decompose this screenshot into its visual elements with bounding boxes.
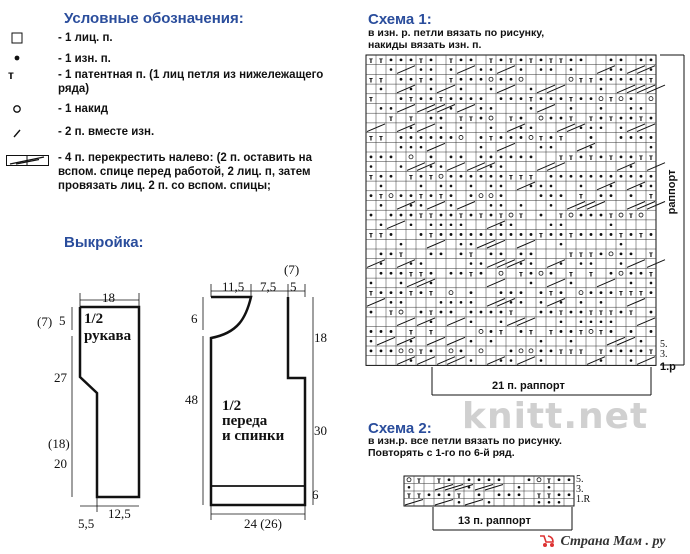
purl-stitch bbox=[468, 478, 471, 481]
patent-stitch: т bbox=[417, 475, 421, 485]
patent-stitch: т bbox=[539, 133, 543, 143]
patent-stitch: т bbox=[429, 172, 433, 182]
patent-stitch: т bbox=[369, 94, 373, 104]
patent-stitch: т bbox=[429, 288, 433, 298]
row-label: 5. bbox=[576, 474, 584, 485]
patent-stitch: т bbox=[549, 288, 553, 298]
patent-stitch: т bbox=[559, 308, 563, 318]
patent-stitch: т bbox=[369, 288, 373, 298]
patent-stitch: т bbox=[437, 475, 441, 485]
patent-stitch: т bbox=[629, 288, 633, 298]
patent-stitch: т bbox=[639, 230, 643, 240]
scheme1-title: Схема 1: bbox=[368, 11, 432, 28]
patent-stitch: т bbox=[609, 308, 613, 318]
patent-stitch: т bbox=[547, 475, 551, 485]
patent-stitch: т bbox=[419, 75, 423, 85]
sleeve-top-dim: 18 bbox=[102, 290, 115, 305]
body-bottom-right: 6 bbox=[312, 487, 319, 502]
sleeve-lower-a: (18) bbox=[48, 436, 70, 451]
patent-stitch: т bbox=[579, 191, 583, 201]
patent-stitch: т bbox=[569, 94, 573, 104]
scheme1-note-2: накиды вязать изн. п. bbox=[368, 39, 482, 51]
patent-stitch: т bbox=[559, 133, 563, 143]
purl-stitch bbox=[448, 493, 451, 496]
yarn-over bbox=[407, 478, 411, 482]
purl-stitch bbox=[538, 501, 541, 504]
purl-stitch bbox=[518, 493, 521, 496]
scheme2-row-labels bbox=[576, 475, 590, 505]
patent-stitch: т bbox=[407, 490, 411, 500]
body-right-upper: 18 bbox=[314, 330, 327, 345]
stroller-icon bbox=[538, 534, 556, 548]
body-top-a: 11,5 bbox=[222, 279, 245, 294]
patent-stitch: т bbox=[599, 327, 603, 337]
patent-stitch: т bbox=[629, 308, 633, 318]
row-label: 1.R bbox=[576, 494, 591, 505]
patent-stitch: т bbox=[409, 327, 413, 337]
patent-stitch: т bbox=[489, 55, 493, 65]
patent-stitch: т bbox=[569, 230, 573, 240]
legend-text: - 1 лиц. п. bbox=[58, 32, 113, 44]
patent-stitch: т bbox=[459, 114, 463, 124]
patent-stitch: т bbox=[579, 327, 583, 337]
patent-stitch: т bbox=[469, 114, 473, 124]
purl-stitch bbox=[478, 478, 481, 481]
patent-stitch: т bbox=[609, 114, 613, 124]
body-bottom-dim: 24 (26) bbox=[244, 516, 282, 531]
purl-stitch bbox=[498, 493, 501, 496]
patent-stitch: т bbox=[539, 230, 543, 240]
patent-stitch: т bbox=[579, 249, 583, 259]
patent-stitch: т bbox=[649, 152, 653, 162]
patent-stitch: т bbox=[559, 211, 563, 221]
sleeve-lower-b: 20 bbox=[54, 456, 67, 471]
patent-stitch: т bbox=[499, 327, 503, 337]
patent-stitch: т bbox=[469, 269, 473, 279]
patent-stitch: т bbox=[369, 75, 373, 85]
body-neck-dim: 6 bbox=[191, 311, 198, 326]
patent-stitch: т bbox=[419, 191, 423, 201]
site-logo bbox=[538, 532, 666, 550]
patent-stitch: т bbox=[409, 269, 413, 279]
patent-stitch: т bbox=[569, 249, 573, 259]
purl-stitch bbox=[428, 493, 431, 496]
patent-stitch: т bbox=[529, 327, 533, 337]
patent-stitch: т bbox=[379, 133, 383, 143]
purl-stitch bbox=[528, 478, 531, 481]
patent-stitch: т bbox=[519, 172, 523, 182]
patent-stitch: т bbox=[619, 288, 623, 298]
site-logo-text: Страна Мам . ру bbox=[560, 534, 666, 549]
patent-stitch: т bbox=[449, 75, 453, 85]
patent-stitch: т bbox=[509, 114, 513, 124]
patent-stitch: т bbox=[609, 94, 613, 104]
patent-stitch: т bbox=[569, 152, 573, 162]
purl-stitch bbox=[558, 478, 561, 481]
patent-stitch: т bbox=[449, 55, 453, 65]
patent-stitch: т bbox=[417, 490, 421, 500]
patent-stitch: т bbox=[649, 269, 653, 279]
patent-stitch: т bbox=[589, 75, 593, 85]
patent-stitch: т bbox=[589, 249, 593, 259]
patent-stitch: т bbox=[409, 94, 413, 104]
patent-stitch: т bbox=[519, 211, 523, 221]
purl-stitch bbox=[548, 501, 551, 504]
patent-stitch: т bbox=[369, 172, 373, 182]
patent-stitch: т bbox=[547, 490, 551, 500]
body-label-2: переда bbox=[222, 413, 268, 429]
patent-stitch: т bbox=[399, 249, 403, 259]
purl-stitch bbox=[548, 486, 551, 489]
row-label: 5. bbox=[660, 339, 668, 350]
legend-text: - 4 п. перекрестить налево: (2 п. оставить на вспом. спице перед работой, 2 лиц. п, затем провязать лиц. 2 п. со вспом. спицы; bbox=[58, 152, 313, 192]
patent-stitch: т bbox=[569, 346, 573, 356]
body-label-3: и спинки bbox=[222, 428, 285, 444]
sleeve-bottom-left-dim: 5,5 bbox=[78, 516, 95, 531]
scheme2-title: Схема 2: bbox=[368, 420, 432, 437]
patent-stitch: т bbox=[499, 211, 503, 221]
purl-stitch bbox=[568, 493, 571, 496]
patent-stitch: т bbox=[649, 191, 653, 201]
sleeve-top-left-b: 5 bbox=[59, 313, 66, 328]
patent-stitch: т bbox=[619, 230, 623, 240]
purl-stitch bbox=[468, 486, 471, 489]
sleeve-top-left-dim: (7) bbox=[37, 314, 53, 329]
patent-stitch: т bbox=[599, 346, 603, 356]
patent-stitch: т bbox=[519, 269, 523, 279]
body-right-lower: 30 bbox=[314, 423, 327, 438]
patent-stitch: т bbox=[609, 211, 613, 221]
t-icon: т bbox=[8, 68, 14, 82]
patent-stitch: т bbox=[549, 327, 553, 337]
legend-text: - 2 п. вместе изн. bbox=[58, 126, 155, 138]
patent-stitch: т bbox=[569, 114, 573, 124]
purl-stitch bbox=[488, 501, 491, 504]
patent-stitch: т bbox=[419, 269, 423, 279]
patent-stitch: т bbox=[469, 249, 473, 259]
patent-stitch: т bbox=[429, 211, 433, 221]
patent-stitch: т bbox=[639, 152, 643, 162]
pattern-title: Выкройка: bbox=[64, 234, 144, 251]
patent-stitch: т bbox=[549, 55, 553, 65]
legend-text: - 1 патентная п. (1 лиц петля из нижележащего ряда) bbox=[58, 69, 324, 95]
row-label: 3. bbox=[660, 349, 668, 360]
purl-stitch bbox=[478, 493, 481, 496]
scheme1-repeat-h: 21 п. раппорт bbox=[492, 380, 565, 392]
patent-stitch: т bbox=[609, 152, 613, 162]
legend-text: - 1 накид bbox=[58, 103, 109, 115]
patent-stitch: т bbox=[629, 211, 633, 221]
patent-stitch: т bbox=[379, 230, 383, 240]
purl-stitch bbox=[438, 493, 441, 496]
patent-stitch: т bbox=[459, 211, 463, 221]
row-label: 3. bbox=[576, 484, 584, 495]
patent-stitch: т bbox=[509, 172, 513, 182]
purl-stitch bbox=[458, 501, 461, 504]
patent-stitch: т bbox=[599, 308, 603, 318]
body-top-c: 5 bbox=[290, 279, 297, 294]
purl-stitch bbox=[518, 486, 521, 489]
patent-stitch: т bbox=[537, 490, 541, 500]
patent-stitch: т bbox=[489, 133, 493, 143]
patent-stitch: т bbox=[369, 55, 373, 65]
patent-stitch: т bbox=[559, 55, 563, 65]
body-top-paren: (7) bbox=[284, 262, 300, 277]
patent-stitch: т bbox=[559, 346, 563, 356]
body-label-1: 1/2 bbox=[222, 398, 242, 414]
patent-stitch: т bbox=[479, 211, 483, 221]
scheme2-repeat-h: 13 п. раппорт bbox=[458, 515, 531, 527]
patent-stitch: т bbox=[429, 230, 433, 240]
patent-stitch: т bbox=[639, 288, 643, 298]
patent-stitch: т bbox=[439, 191, 443, 201]
patent-stitch: т bbox=[559, 152, 563, 162]
patent-stitch: т bbox=[639, 114, 643, 124]
patent-stitch: т bbox=[589, 308, 593, 318]
scheme2-note-2: Повторять с 1-го по 6-й ряд. bbox=[368, 447, 515, 459]
patent-stitch: т bbox=[649, 346, 653, 356]
purl-stitch bbox=[558, 493, 561, 496]
patent-stitch: т bbox=[457, 490, 461, 500]
patent-stitch: т bbox=[579, 75, 583, 85]
patent-stitch: т bbox=[579, 346, 583, 356]
patent-stitch: т bbox=[379, 55, 383, 65]
patent-stitch: т bbox=[589, 152, 593, 162]
patent-stitch: т bbox=[529, 172, 533, 182]
purl-stitch bbox=[408, 486, 411, 489]
patent-stitch: т bbox=[509, 55, 513, 65]
scheme2-note-1: в изн.р. все петли вязать по рисунку. bbox=[368, 435, 562, 447]
patent-stitch: т bbox=[529, 55, 533, 65]
patent-stitch: т bbox=[419, 346, 423, 356]
patent-stitch: т bbox=[439, 94, 443, 104]
legend-title: Условные обозначения: bbox=[64, 10, 244, 27]
patent-stitch: т bbox=[409, 172, 413, 182]
patent-stitch: т bbox=[419, 211, 423, 221]
patent-stitch: т bbox=[529, 94, 533, 104]
patent-stitch: т bbox=[369, 133, 373, 143]
patent-stitch: т bbox=[419, 55, 423, 65]
body-top-b: 7,5 bbox=[260, 279, 277, 294]
patent-stitch: т bbox=[649, 249, 653, 259]
body-left-dim: 48 bbox=[185, 392, 198, 407]
patent-stitch: т bbox=[369, 230, 373, 240]
patent-stitch: т bbox=[389, 308, 393, 318]
sleeve-label-2: рукава bbox=[84, 328, 132, 344]
patent-stitch: т bbox=[589, 114, 593, 124]
patent-stitch: т bbox=[589, 269, 593, 279]
patent-stitch: т bbox=[409, 288, 413, 298]
patent-stitch: т bbox=[569, 269, 573, 279]
patent-stitch: т bbox=[429, 327, 433, 337]
purl-stitch bbox=[508, 493, 511, 496]
watermark: knitt.net bbox=[462, 396, 649, 437]
patent-stitch: т bbox=[389, 114, 393, 124]
purl-stitch bbox=[448, 478, 451, 481]
purl-stitch bbox=[488, 478, 491, 481]
yarn-over bbox=[537, 478, 541, 482]
purl-stitch bbox=[558, 501, 561, 504]
patent-stitch: т bbox=[379, 75, 383, 85]
patent-stitch: т bbox=[429, 308, 433, 318]
legend-text: - 1 изн. п. bbox=[58, 53, 111, 65]
scheme1-repeat-v: раппорт bbox=[666, 169, 678, 215]
sleeve-bottom-dim: 12,5 bbox=[108, 506, 131, 521]
purl-stitch bbox=[498, 478, 501, 481]
sleeve-side-dim: 27 bbox=[54, 370, 67, 385]
scheme1-note-1: в изн. р. петли вязать по рисунку, bbox=[368, 27, 545, 39]
row-label: 1.р bbox=[660, 361, 676, 373]
patent-stitch: т bbox=[379, 191, 383, 201]
sleeve-label-1: 1/2 bbox=[84, 311, 104, 327]
patent-stitch: т bbox=[509, 308, 513, 318]
purl-stitch bbox=[568, 478, 571, 481]
patent-stitch: т bbox=[409, 114, 413, 124]
patent-stitch: т bbox=[649, 75, 653, 85]
